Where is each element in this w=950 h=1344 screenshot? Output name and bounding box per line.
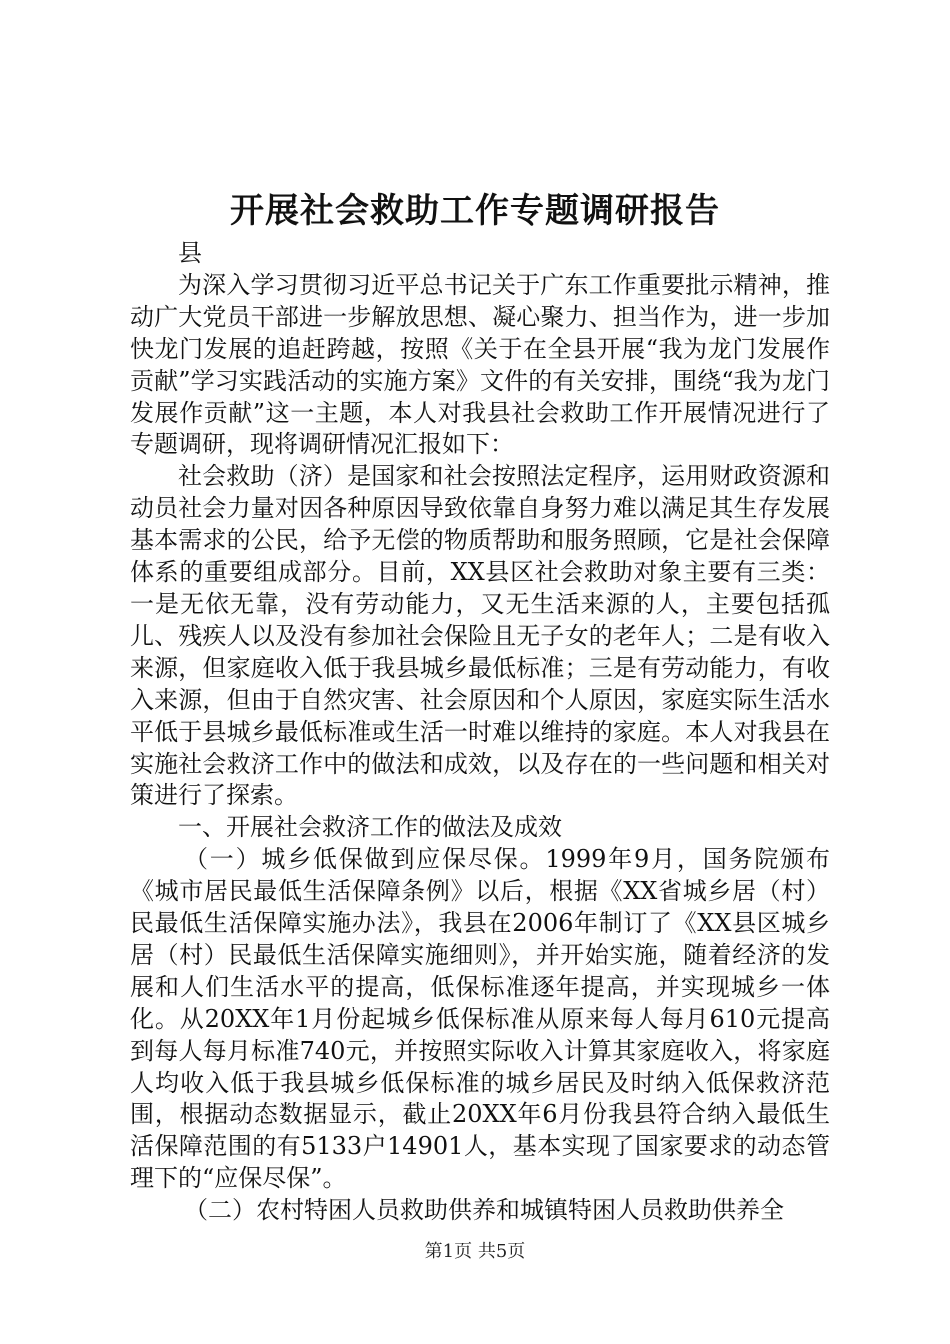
paragraph-subsection-2: （二）农村特困人员救助供养和城镇特困人员救助供养全 [184,1196,784,1225]
paragraph-definition: 社会救助（济）是国家和社会按照法定程序，运用财政资源和动员社会力量对因各种原因导致依靠自身努力难以满足其生存发展基本需求的公民，给予无偿的物质帮助和服务照顾，它是社会保障体系的重要组成部分。目前，XX县区社会救助对象主要有三类：一是无依无靠，没有劳动能力，又无生活来源的人，主要包括孤儿、残疾人以及没有参加社会保险且无子女的老年人；二是有收入来源，但家庭收入低于我县城乡最低标准；三是有劳动能力，有收入来源，但由于自然灾害、社会原因和个人原因，家庭实际生活水平低于县城乡最低标准或生活一时难以维持的家庭。本人对我县在实施社会救济工作中的做法和成效，以及存在的一些问题和相关对策进行了探索。 [130,462,830,810]
document-title: 开展社会救助工作专题调研报告 [230,191,720,231]
page-number-footer: 第1页 共5页 [424,1241,526,1262]
paragraph-intro: 为深入学习贯彻习近平总书记关于广东工作重要批示精神，推动广大党员干部进一步解放思想、凝心聚力、担当作为，进一步加快龙门发展的追赶跨越，按照《关于在全县开展“我为龙门发展作贡献”学习实践活动的实施方案》文件的有关安排，围绕“我为龙门发展作贡献”这一主题，本人对我县社会救助工作开展情况进行了专题调研，现将调研情况汇报如下： [130,270,830,459]
document-body [130,238,830,1227]
paragraph-county: 县 [178,239,202,267]
paragraph-subsection-1: （一）城乡低保做到应保尽保。1999年9月，国务院颁布《城市居民最低生活保障条例》以后，根据《XX省城乡居（村）民最低生活保障实施办法》，我县在2006年制订了《XX县区城乡居（村）民最低生活保障实施细则》，并开始实施，随着经济的发展和人们生活水平的提高，低保标准逐年提高，并实现城乡一体化。从20XX年1月份起城乡低保标准从原来每人每月610元提高到每人每月标准740元，并按照实际收入计算其家庭收入，将家庭人均收入低于我县城乡低保标准的城乡居民及时纳入低保救济范围，根据动态数据显示，截止20XX年6月份我县符合纳入最低生活保障范围的有5133户14901人，基本实现了国家要求的动态管理下的“应保尽保”。 [130,845,830,1193]
section-heading: 一、开展社会救济工作的做法及成效 [178,813,562,842]
